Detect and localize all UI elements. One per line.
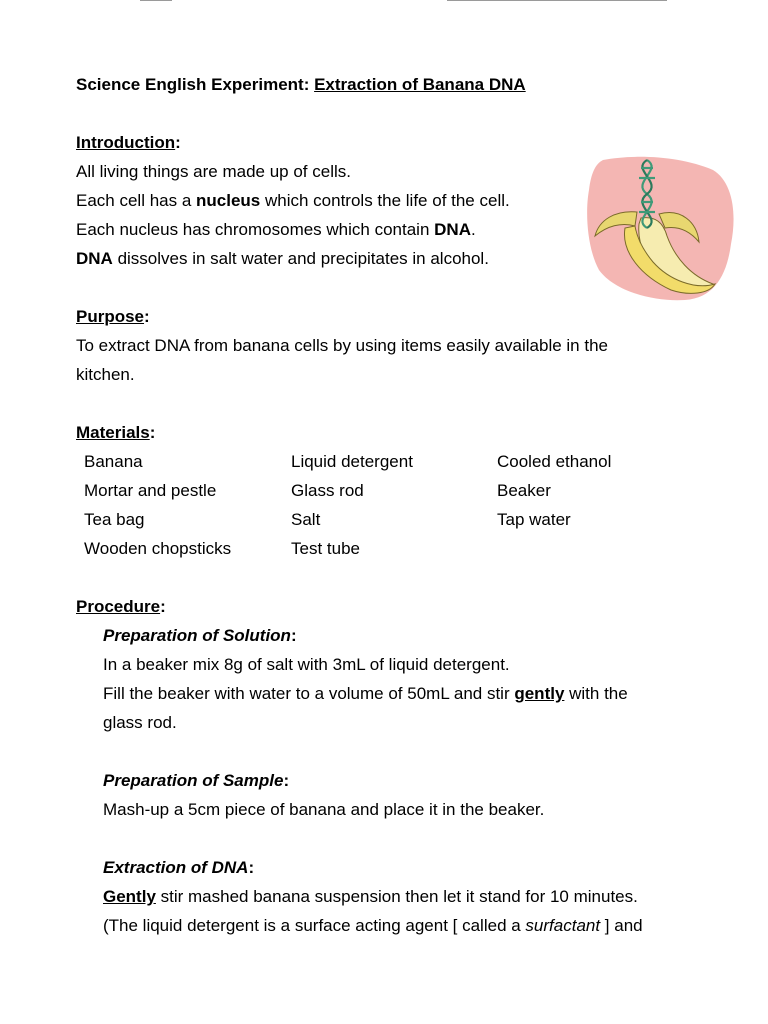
introduction-text-run: nucleus <box>196 191 261 210</box>
sample-line <box>103 795 696 824</box>
material-item: Salt <box>291 510 321 529</box>
sample-text <box>103 795 696 824</box>
purpose-line-2: kitchen. <box>76 365 135 384</box>
solution-line <box>103 708 696 737</box>
document-title <box>76 70 696 99</box>
solution-text-run: In a beaker mix 8g of salt with 3mL of liquid detergent. <box>103 655 510 674</box>
introduction-text-run: which controls the life of the cell. <box>260 191 510 210</box>
material-item: Cooled ethanol <box>497 452 612 471</box>
material-item: Liquid detergent <box>291 452 413 471</box>
introduction-text-run: Each nucleus has chromosomes which contain <box>76 220 435 239</box>
solution-text <box>103 650 696 737</box>
material-item: Beaker <box>497 481 551 500</box>
material-item: Wooden chopsticks <box>84 539 232 558</box>
introduction-text-run: . <box>470 220 476 239</box>
introduction-line <box>76 244 696 273</box>
materials-heading: Materials: <box>76 423 156 442</box>
solution-line <box>103 650 696 679</box>
solution-text-run: gently <box>514 684 565 703</box>
introduction-text-run: dissolves in salt water and precipitates in alcohol. <box>112 249 489 268</box>
introduction-text-run: DNA <box>434 220 471 239</box>
solution-heading: Preparation of Solution <box>103 626 291 645</box>
solution-line <box>103 679 696 708</box>
material-item: Mortar and pestle <box>84 481 217 500</box>
introduction-heading: Introduction: <box>76 133 181 152</box>
purpose-line-1: To extract DNA from banana cells by using items easily available in the <box>76 336 608 355</box>
procedure-heading: Procedure: <box>76 597 166 616</box>
purpose-heading: Purpose: <box>76 307 150 326</box>
extraction-text-run: ] and <box>600 916 643 935</box>
material-item: Test tube <box>291 539 360 558</box>
extraction-text-run: stir mashed banana suspension then let it stand for 10 minutes. <box>155 887 638 906</box>
procedure-solution: Preparation of Solution: In a beaker mix 8g of salt with 3mL of liquid detergent. Fill the beaker with water to a volume of 50mL and stir gently with the glass rod. Preparation of Sample: Mash-up a 5cm piece of banana and place it in the beaker. Extraction of DNA: Gently stir mashed banana suspension then let it stand for 10 minutes. (The liquid detergent is a surface acting agent [ called a surfactant ] and <box>76 621 696 940</box>
extraction-heading: Extraction of DNA <box>103 858 249 877</box>
extraction-text <box>103 882 696 940</box>
title-main: Extraction of Banana DNA <box>314 75 526 94</box>
extraction-text-run: surfactant <box>525 916 601 935</box>
introduction-text-run: Each cell has a <box>76 191 197 210</box>
solution-text-run: glass rod. <box>103 713 177 732</box>
extraction-line <box>103 882 696 911</box>
material-item: Banana <box>84 452 143 471</box>
sample-heading: Preparation of Sample <box>103 771 284 790</box>
extraction-text-run: (The liquid detergent is a surface acting agent [ called a <box>103 916 526 935</box>
sample-text-run: Mash-up a 5cm piece of banana and place it in the beaker. <box>103 800 545 819</box>
header-rule-right <box>447 0 667 1</box>
material-item: Tea bag <box>84 510 145 529</box>
extraction-text-run: Gently <box>103 887 156 906</box>
material-item: Glass rod <box>291 481 364 500</box>
title-prefix: Science English Experiment: <box>76 75 315 94</box>
material-item: Tap water <box>497 510 571 529</box>
introduction-line <box>76 186 696 215</box>
solution-text-run: with the <box>564 684 628 703</box>
introduction-text-run: All living things are made up of cells. <box>76 162 351 181</box>
introduction-text-run: DNA <box>76 249 113 268</box>
materials-list <box>84 447 696 563</box>
header-rule-left <box>140 0 172 1</box>
solution-text-run: Fill the beaker with water to a volume of 50mL and stir <box>103 684 515 703</box>
material-item <box>497 534 697 563</box>
introduction-line <box>76 215 696 244</box>
extraction-line <box>103 911 696 940</box>
introduction-line <box>76 157 696 186</box>
introduction-text <box>76 157 696 273</box>
document-body <box>76 70 696 940</box>
